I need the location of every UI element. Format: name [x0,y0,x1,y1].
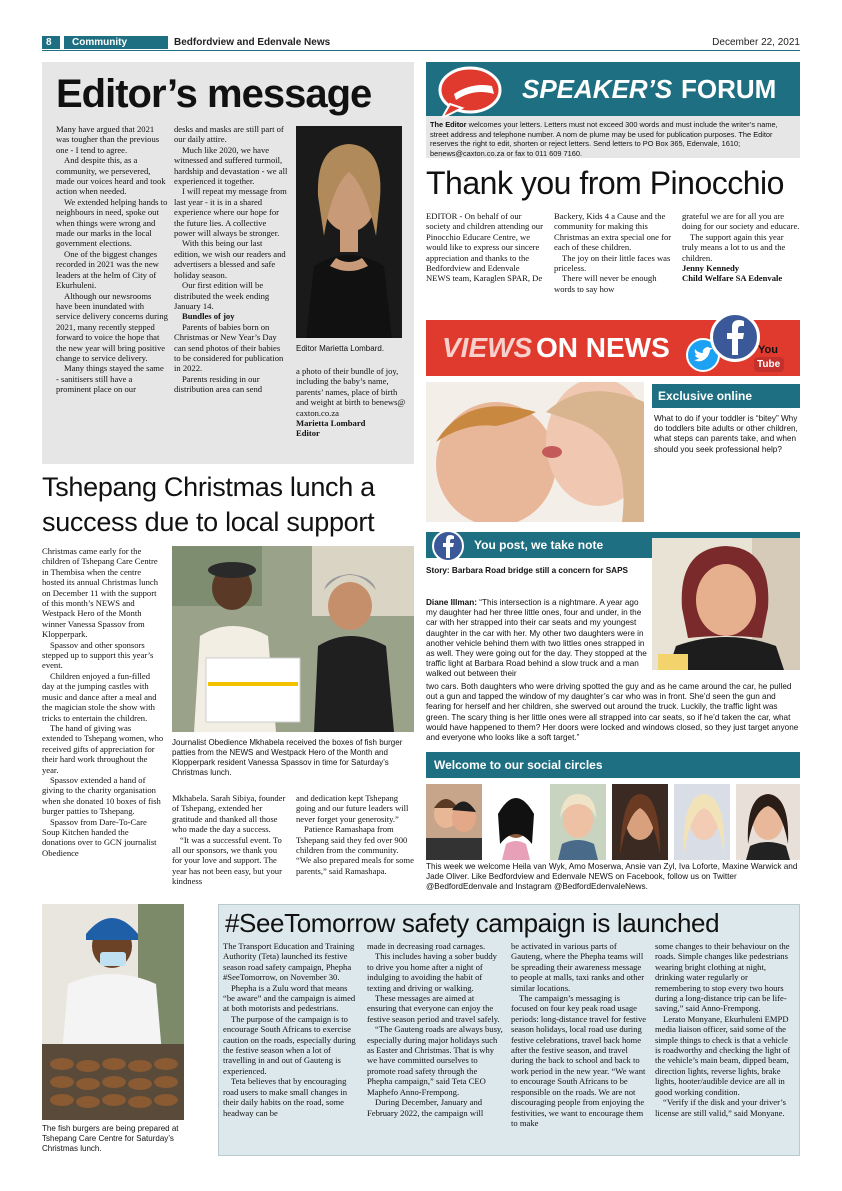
letter-paragraph: The support again this year truly means a lot to us and the children. [682,231,786,263]
editor-paragraph: And despite this, as a community, we persevered, made our voices heard and took action when needed. [56,155,166,197]
facebook-small-icon [432,530,464,562]
editor-message-box [42,62,414,464]
letter-paragraph: There will never be enough words to say how [554,273,657,294]
article-paragraph: Patience Ramashapa from Tshepang said they fed over 900 children from the community. “We also prepared meals for some parents,” said Ramashapa. [296,824,414,876]
editor-signature-name: Marietta Lombard [296,418,366,429]
letter-paragraph: Backery, Kids 4 a Cause and the community for making this Christmas an extra special one for each of these children. [554,211,672,253]
pinocchio-column-2 [554,211,672,294]
tshepang-column-1 [42,546,164,858]
follower-photos [426,784,800,860]
editor-paragraph: I will repeat my message from last year - it is in a shared experience where our hope for the future lies. A collective power will always be stronger. [174,186,287,239]
header-rule [42,50,800,51]
tshepang-headline: Tshepang Christmas lunch a success due to local support [42,472,375,537]
seetomorrow-column-4 [655,941,795,1118]
follower-avatar [612,784,668,860]
youtube-label-top: You [758,344,778,356]
views-title-a: VIEWS [442,332,533,363]
editor-photo [296,126,402,338]
editor-paragraph: Many things stayed the same - sanitisers still have a prominent place on our [56,363,164,395]
article-paragraph: During December, January and February 2022, the campaign will [367,1097,484,1118]
article-paragraph: be activated in various parts of Gauteng, where the Phepha teams will be spreading their awareness message to people at malls, taxi ranks and other similar locations. [511,941,645,993]
article-paragraph: Spassov and other sponsors stepped up to support this year’s event. [42,639,154,671]
article-paragraph: These messages are aimed at ensuring that everyone can enjoy the festive season period and travel safely. [367,993,500,1024]
speakers-forum-box [426,62,800,158]
follower-avatar [426,784,482,860]
views-title-b: ON NEWS [536,332,670,363]
seetomorrow-column-2 [367,941,503,1118]
editor-paragraph: Our first edition will be distributed the week ending January 14. [174,280,270,311]
fish-burger-photo [42,904,184,1120]
comment-author: Diane Illman: [426,598,477,607]
article-paragraph: made in decreasing road carnages. [367,941,486,951]
letters-policy-lead: The Editor [430,120,467,129]
letters-policy-text: welcomes your letters. Letters must not exceed 300 words and must include the writer’s name, street address and telephone number. A nom de plume may be used for publication purposes. The Editor reserves the right to edit, shorten or reject letters. Send letters to PO Box 365, Edenvale, 1610; benews@caxton.co.za or fax to 011 609 7160. [430,120,778,158]
article-paragraph: Lerato Monyane, Ekurhuleni EMPD media liaison officer, said some of the simple things to check is that a vehicle is roadworthy and checking the light of the vehicle’s main beam, dipped beam, direction lights, reverse lights, brake lights, hooter/audible device are all in good working condition. [655,1013,791,1097]
exclusive-online-text[interactable]: What to do if your toddler is “bitey” Why do toddlers bite adults or other children, what steps can parents take, and when should you seek professional help? [654,414,798,454]
you-post-comment-continued: two cars. Both daughters who were driving spotted the guy and as he came around the car, he pulled out a gun and tapped the window of my daughter’s car who was in front. She’d seen the gun and fearing for herself and her children, she swerved out around the truck. Luckily, the traffic light was green. The scary thing is her little ones were all strapped into car seats, so if he’d taken the car, what would have happened to them? Her doors were locked and windows closed, so they just target anyone and everyone who looks like a soft target.” [426,682,799,743]
tshepang-column-3 [296,793,414,876]
issue-date: December 22, 2021 [712,37,800,48]
seetomorrow-column-1 [223,941,359,1118]
speakers-title-b: FORUM [681,74,777,104]
youtube-label-bottom: Tube [757,359,781,370]
follower-avatar [736,784,800,860]
social-circles-text: This week we welcome Heila van Wyk, Amo Moserwa, Ansie van Zyl, Iva Loforte, Maxine Warwick and Jade Oliver. Like Bedfordview and Edenvale NEWS on Facebook, follow us on Twitter @BedfordEdenvale and Instagram @BedfordEdenvaleNews. [426,862,798,892]
follower-avatar [488,784,544,860]
article-paragraph: “It was a successful event. To all our sponsors, we thank you for your love and support. The year has not been easy, but your kindness [172,834,282,887]
letter-paragraph: grateful we are for all you are doing for our society and educare. [682,211,800,232]
editor-column-1 [56,124,168,395]
editor-paragraph: Many have argued that 2021 was tougher than the previous one - I tend to agree. [56,124,160,155]
diane-illman-photo [652,538,800,670]
letter-paragraph: The joy on their little faces was priceless. [554,252,671,274]
you-post-story-title[interactable]: Story: Barbara Road bridge still a concern for SAPS [426,566,629,575]
article-paragraph: Mkhabela. Sarah Sibiya, founder of Tshepang, extended her gratitude and thanked all those who made the day a success. [172,793,286,835]
editor-paragraph: Parents residing in our distribution area can send [174,373,263,395]
article-paragraph: Spassov from Dare-To-Care Soup Kitchen handed the donations over to GCN journalist Obedience [42,816,157,858]
letter-signature-name: Jenny Kennedy [682,263,740,274]
article-paragraph: and dedication kept Tshepang going and our future leaders will never forget your generosity.” [296,793,409,824]
page-number-text: 8 [46,37,52,48]
article-paragraph: “Verify if the disk and your driver’s license are still valid,” said Monyane. [655,1097,786,1118]
article-paragraph: some changes to their behaviour on the roads. Simple changes like pedestrians wearing bright clothing at night, drinking water regularly or remembering to stop every two hours during a long-distance trip can be life-saving,” said Anno-Frempong. [655,941,790,1014]
article-paragraph: Phepha is a Zulu word that means “be aware” and the campaign is aimed at both motorists and pedestrians. [223,982,356,1014]
article-paragraph: The purpose of the campaign is to encourage South Africans to exercise caution on the roads, especially during the festive season when a lot of travelling in and out of Gauteng is experienced. [223,1013,356,1076]
seetomorrow-headline: #SeeTomorrow safety campaign is launched [225,908,720,938]
youtube-icon[interactable] [754,344,786,374]
article-paragraph: Christmas came early for the children of Tshepang Care Centre in Thembisa when the centre hosted its annual Christmas lunch on December 11 with the support of this month’s NEWS and Westpack Hero of the Month winner Vanessa Spassov from Klopperpark. [42,546,159,640]
bundles-subheading: Bundles of joy [182,311,235,322]
tshepang-column-2 [172,793,288,887]
pinocchio-headline: Thank you from Pinocchio [426,165,784,201]
tshepang-photo-caption: Journalist Obedience Mkhabela received the boxes of fish burger patties from the NEWS and Westpack Hero of the Month and Klopperpark resident Vanessa Spassov in time for Saturday’s Christmas lunch. [172,738,403,777]
editor-column-2 [174,124,288,395]
editor-paragraph: desks and masks are still part of our daily attire. [174,124,284,145]
article-paragraph: Children enjoyed a fun-filled day at the jumping castles with music and dance after a meal and the magician stole the show with tricks to entertain the children. [42,670,157,723]
fish-burger-caption: The fish burgers are being prepared at Tshepang Care Centre for Saturday’s Christmas lunch. [42,1124,179,1153]
social-circles-heading: Welcome to our social circles [434,758,603,772]
editor-paragraph: Parents of babies born on Christmas or New Year’s Day can send photos of their babies to be considered for publication in 2022. [174,321,284,374]
follower-avatar [550,784,606,860]
pinocchio-column-1 [426,211,544,284]
facebook-icon[interactable] [710,312,760,362]
editor-column-3 [296,366,406,439]
pinocchio-column-3 [682,211,800,284]
letter-paragraph: EDITOR - On behalf of our society and children attending our Pinocchio Educare Centre, we would like to express our sincere appreciation and thanks to the Bedfordview and Edenvale NEWS team, Karaglen SPAR, De [426,211,543,284]
editor-title: Editor’s message [56,72,372,116]
speakers-title-a: SPEAKER’S [522,74,673,104]
editor-photo-caption: Editor Marietta Lombard. [296,344,385,353]
editor-paragraph: With this being our last edition, we wish our readers and advertisers a blessed and safe holiday season. [174,238,286,280]
you-post-comment [426,598,650,680]
article-paragraph: “The Gauteng roads are always busy, especially during major holidays such as Easter and Christmas. That is why we have committed ourselves to promote road safety through the Phepha campaign,” said Teta CEO Maphefo Anno-Frempong. [367,1024,503,1097]
page-header [42,36,800,50]
section-label: Community [72,37,127,48]
seetomorrow-box [218,904,800,1156]
toddler-photo [426,382,644,522]
article-paragraph: Teta believes that by encouraging road users to make small changes in their daily habits on the road, some headway can be [223,1076,348,1118]
seetomorrow-column-3 [511,941,647,1128]
editor-paragraph: Although our newsrooms have been inundated with service delivery concerns during 2021, many recently stepped forward to voice the hope that the new year will bring positive change to service delivery. [56,290,168,363]
editor-paragraph: One of the biggest changes recorded in 2021 was the new leaders at the helm of City of Ekurhuleni. [56,248,159,291]
editor-paragraph: Much like 2020, we have witnessed and suffered turmoil, hardship and devastation - we all experienced it together. [174,144,288,187]
article-paragraph: This includes having a sober buddy to drive you home after a night of indulging to avoiding the habit of texting and driving or walking. [367,951,497,993]
editor-paragraph: We extended helping hands to neighbours in need, spoke out when things were wrong and made our marks in the local government elections. [56,196,168,249]
you-post-heading: You post, we take note [474,538,604,552]
publication-name: Bedfordview and Edenvale News [174,37,331,48]
editor-paragraph: a photo of their bundle of joy, including the baby’s name, parents’ names, place of birth and weight at birth to benews@ caxton.co.za [296,366,406,418]
follower-avatar [674,784,730,860]
speech-bubble-icon [434,64,508,118]
letter-signature-org: Child Welfare SA Edenvale [682,273,783,284]
article-paragraph: The Transport Education and Training Authority (Teta) launched its festive season road safety campaign, Phepha #SeeTomorrow, on November 30. [223,941,355,983]
letters-policy-note [430,120,796,158]
exclusive-online-heading: Exclusive online [658,389,753,403]
editor-signature-role: Editor [296,428,320,439]
article-paragraph: The hand of giving was extended to Tshepang women, who received gifts of appreciation for their hard work throughout the year. [42,722,164,775]
comment-text-part-1: “This intersection is a nightmare. A year ago my daughter had her three little ones, four and under, in the car with her strapped into their car seats and my youngest daughter in the car with her. My other two daughters were in another vehicle behind them with two littles ones strapped in as well. They were going out for the day. They stopped at the traffic light at Barbara Road behind a slow truck and a man walked out between their [426,598,647,679]
tshepang-photo [172,546,414,732]
article-paragraph: The campaign’s messaging is focused on four key peak road usage periods: long-distance travel for festive season holidays, local road use during festive celebrations, travel back home after the festive season, and travel during the back to school and back to work period in the new year. “We want to encourage South Africans to be responsible on the roads. We are not discouraging people from enjoying the festivities, we want to encourage them to make [511,993,647,1128]
article-paragraph: Spassov extended a hand of giving to the charity organisation when she donated 10 boxes of fish burger patties to Tshepang. [42,774,161,817]
